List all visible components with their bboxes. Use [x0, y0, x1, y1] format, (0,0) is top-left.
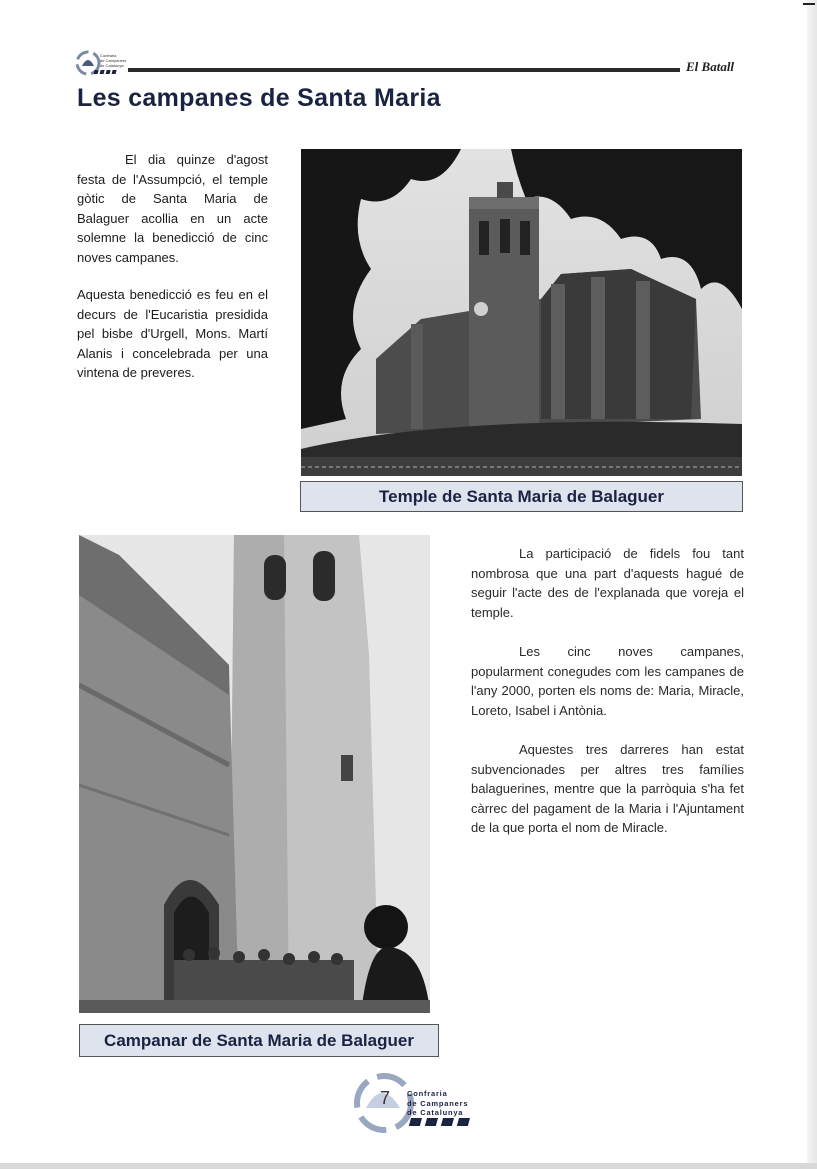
- body-text: [471, 544, 744, 838]
- page-title: Les campanes de Santa Maria: [77, 84, 441, 112]
- header-logo: [76, 50, 128, 76]
- scan-edge-bottom: [0, 1163, 817, 1169]
- paragraph: Aquestes tres darreres han estat subvencionades per altres tres famílies balaguerines, mentre que la parròquia s'ha fet càrrec del pagament de la Maria i l'Ajuntament de la que porta el nom de Miracle.: [471, 742, 744, 835]
- paragraph: La participació de fidels fou tant nombrosa que una part d'aquests hagué de seguir l'acte des de l'explanada que voreja el temple.: [471, 546, 744, 620]
- photo-caption: Temple de Santa Maria de Balaguer: [300, 481, 743, 512]
- photo-caption: Campanar de Santa Maria de Balaguer: [79, 1024, 439, 1057]
- paragraph: Aquesta benedicció es feu en el decurs de l'Eucaristia presidida pel bisbe d'Urgell, Mons. Martí Alanis i concelebrada per una vintena de preveres.: [77, 287, 268, 380]
- stripe-bars-icon: [408, 1118, 472, 1126]
- intro-text: [77, 150, 268, 383]
- page-number: 7: [380, 1088, 391, 1108]
- org-line: Confraria: [407, 1089, 448, 1098]
- paragraph: El dia quinze d'agost festa de l'Assumpció, el temple gòtic de Santa Maria de Balaguer acollia en un acte solemne la benedicció de cinc noves campanes.: [77, 152, 268, 265]
- paragraph: Les cinc noves campanes, popularment conegudes com les campanes de l'any 2000, porten els noms de: Maria, Miracle, Loreto, Isabel i Antònia.: [471, 644, 744, 718]
- bell-tower-photo: [79, 535, 430, 1013]
- org-line: de Campaners: [407, 1098, 469, 1108]
- organization-name: [407, 1089, 468, 1118]
- logo-line: de Campaners: [100, 58, 127, 63]
- logo-line: Confraria: [100, 53, 117, 58]
- org-line: de Catalunya: [407, 1108, 464, 1117]
- header-rule: [128, 68, 680, 72]
- logo-line: de Catalunya: [100, 63, 124, 68]
- church-photo: [301, 149, 742, 476]
- scan-edge: [807, 0, 817, 1169]
- corner-mark: [803, 3, 815, 5]
- magazine-name: El Batall: [686, 59, 735, 74]
